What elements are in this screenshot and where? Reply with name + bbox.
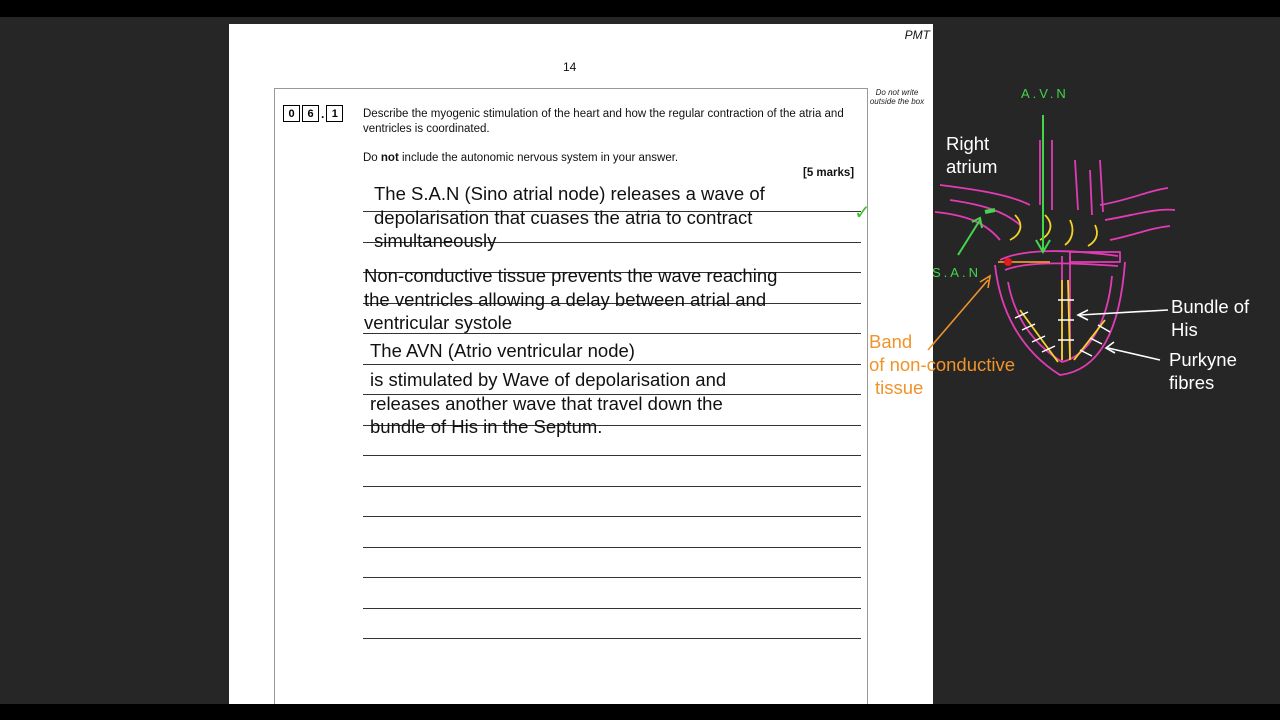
do-not-write-note: Do not write outside the box [869,88,925,106]
answer-line: The AVN (Atrio ventricular node) [370,340,635,361]
answer-line: ventricular systole [364,312,513,333]
answer-line: depolarisation that cuases the atria to contract [374,207,753,228]
question-digit: 6 [302,105,319,122]
question-text: Describe the myogenic stimulation of the heart and how the regular contraction of the atria and ventricles is coordinated. [363,108,844,135]
right-atrium-line: Right [946,133,990,154]
band-line: tissue [875,377,924,398]
right-atrium-label [946,132,997,178]
answer-line: is stimulated by Wave of depolarisation and [370,369,727,390]
avn-label: A.V.N [1021,86,1069,101]
bundle-of-his-label [1171,295,1249,341]
question-digit: 0 [283,105,300,122]
answer-line: bundle of His in the Septum. [370,416,603,437]
question-digit: 1 [326,105,343,122]
san-dot [1004,258,1012,266]
answer-line: the ventricles allowing a delay between atrial and [364,289,767,310]
pmt-mark: PMT [904,28,930,42]
san-label: S.A.N [932,265,981,280]
instruction-suffix: include the autonomic nervous system in your answer. [398,152,679,164]
marks-label: [5 marks] [803,167,855,179]
instruction-bold: not [380,152,399,164]
check-mark-icon: ✓ [854,202,871,224]
bundle-line: Bundle of [1171,296,1250,317]
answer-line: The S.A.N (Sino atrial node) releases a wave of [374,183,765,204]
answer-line: releases another wave that travel down the [370,393,723,414]
purkyne-fibres-label [1169,348,1237,394]
bundle-line: His [1171,319,1198,340]
band-line: Band [869,331,913,352]
purkyne-line: fibres [1169,372,1215,393]
white-arrows [1078,310,1168,360]
bottom-letterbox [0,704,1280,720]
question-dot: . [321,106,325,121]
page-number: 14 [563,60,577,74]
answer-line: simultaneously [374,230,497,251]
band-label [869,330,1015,399]
band-line: of non-conductive [869,354,1016,375]
right-atrium-line: atrium [946,156,998,177]
answer-line: Non-conductive tissue prevents the wave reaching [364,265,778,286]
instruction-prefix: Do [363,152,381,164]
purkyne-line: Purkyne [1169,349,1237,370]
